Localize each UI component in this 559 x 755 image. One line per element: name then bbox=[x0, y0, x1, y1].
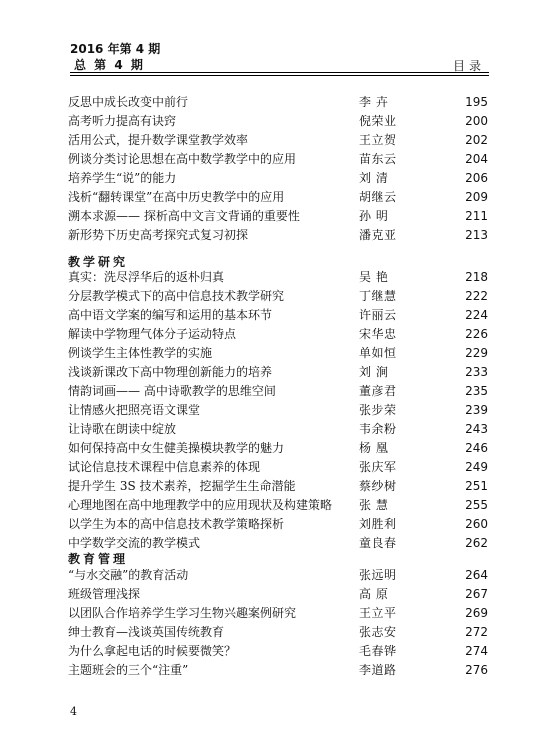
entry-page: 229 bbox=[465, 346, 488, 360]
entry-title: 如何保持高中女生健美操模块教学的魅力 bbox=[68, 441, 285, 455]
toc-entry bbox=[68, 604, 488, 623]
entry-page: 243 bbox=[465, 422, 488, 436]
toc-entry bbox=[68, 363, 488, 382]
entry-page: 264 bbox=[465, 568, 488, 582]
toc-entry bbox=[68, 287, 488, 306]
toc-entry bbox=[68, 439, 488, 458]
entry-page: 274 bbox=[465, 644, 488, 658]
header-rule-bold bbox=[70, 75, 489, 76]
toc-entry bbox=[68, 515, 488, 534]
toc-entry bbox=[68, 226, 488, 245]
entry-title: 活用公式，提升数学课堂教学效率 bbox=[68, 133, 249, 147]
entry-title: 培养学生“说”的能力 bbox=[68, 171, 177, 185]
entry-title: 以学生为本的高中信息技术教学策略探析 bbox=[68, 517, 285, 531]
entry-page: 224 bbox=[465, 308, 488, 322]
section-title-research: 教学研究 bbox=[68, 255, 129, 269]
entry-title: 心理地图在高中地理教学中的应用现状及构建策略 bbox=[68, 498, 333, 512]
entry-author: 韦余粉 bbox=[359, 422, 397, 436]
entry-author: 孙 明 bbox=[359, 209, 389, 223]
entry-page: 209 bbox=[465, 190, 488, 204]
entry-title: 绅士教育—浅谈英国传统教育 bbox=[68, 625, 225, 639]
header-rule bbox=[70, 72, 489, 73]
entry-page: 218 bbox=[465, 270, 488, 284]
entry-author: 张远明 bbox=[359, 568, 397, 582]
toc-group-2 bbox=[68, 268, 488, 553]
entry-author: 王立贺 bbox=[359, 133, 397, 147]
entry-page: 226 bbox=[465, 327, 488, 341]
entry-title: 情韵词画—— 高中诗歌教学的思维空间 bbox=[68, 384, 276, 398]
entry-author: 李道路 bbox=[359, 663, 397, 677]
entry-title: 例谈学生主体性教学的实施 bbox=[68, 346, 213, 360]
entry-title: 浅谈新课改下高中物理创新能力的培养 bbox=[68, 365, 273, 379]
entry-page: 222 bbox=[465, 289, 488, 303]
entry-author: 胡继云 bbox=[359, 190, 397, 204]
toc-entry bbox=[68, 93, 488, 112]
entry-author: 潘克亚 bbox=[359, 228, 397, 242]
entry-title: 班级管理浅探 bbox=[68, 587, 141, 601]
entry-title: 让情感火把照亮语文课堂 bbox=[68, 403, 201, 417]
toc-entry bbox=[68, 458, 488, 477]
entry-page: 267 bbox=[465, 587, 488, 601]
section-title-management: 教育管理 bbox=[68, 552, 129, 566]
toc-entry bbox=[68, 188, 488, 207]
entry-title: 主题班会的三个“注重” bbox=[68, 663, 189, 677]
toc-group-1 bbox=[68, 93, 488, 245]
entry-page: 249 bbox=[465, 460, 488, 474]
entry-page: 195 bbox=[465, 95, 488, 109]
entry-page: 200 bbox=[465, 114, 488, 128]
entry-title: 提升学生 3S 技术素养，挖掘学生生命潜能 bbox=[68, 479, 296, 493]
entry-author: 蔡纱树 bbox=[359, 479, 397, 493]
entry-author: 单如恒 bbox=[359, 346, 397, 360]
toc-entry bbox=[68, 169, 488, 188]
entry-author: 刘 涧 bbox=[359, 365, 389, 379]
toc-entry bbox=[68, 207, 488, 226]
entry-author: 许丽云 bbox=[359, 308, 397, 322]
entry-title: 溯本求源—— 探析高中文言文背诵的重要性 bbox=[68, 209, 300, 223]
entry-page: 260 bbox=[465, 517, 488, 531]
entry-page: 239 bbox=[465, 403, 488, 417]
toc-entry bbox=[68, 131, 488, 150]
entry-author: 吴 艳 bbox=[359, 270, 389, 284]
entry-author: 张庆军 bbox=[359, 460, 397, 474]
toc-entry bbox=[68, 623, 488, 642]
toc-entry bbox=[68, 268, 488, 287]
entry-author: 刘胜利 bbox=[359, 517, 397, 531]
entry-author: 王立平 bbox=[359, 606, 397, 620]
entry-page: 206 bbox=[465, 171, 488, 185]
entry-page: 269 bbox=[465, 606, 488, 620]
entry-author: 杨 凰 bbox=[359, 441, 389, 455]
toc-entry bbox=[68, 344, 488, 363]
toc-entry bbox=[68, 661, 488, 680]
entry-page: 211 bbox=[465, 209, 488, 223]
entry-title: 真实：洗尽浮华后的返朴归真 bbox=[68, 270, 225, 284]
entry-author: 宋华忠 bbox=[359, 327, 397, 341]
entry-author: 倪荣业 bbox=[359, 114, 397, 128]
toc-entry bbox=[68, 382, 488, 401]
entry-title: 高中语文学案的编写和运用的基本环节 bbox=[68, 308, 273, 322]
entry-author: 刘 清 bbox=[359, 171, 389, 185]
toc-group-3 bbox=[68, 566, 488, 680]
toc-entry bbox=[68, 585, 488, 604]
entry-author: 毛春铧 bbox=[359, 644, 397, 658]
entry-page: 276 bbox=[465, 663, 488, 677]
entry-author: 张步荣 bbox=[359, 403, 397, 417]
entry-author: 张志安 bbox=[359, 625, 397, 639]
entry-author: 张 慧 bbox=[359, 498, 389, 512]
issue-year: 2016 年第 4 期 bbox=[70, 42, 161, 56]
entry-page: 235 bbox=[465, 384, 488, 398]
toc-entry bbox=[68, 150, 488, 169]
entry-page: 251 bbox=[465, 479, 488, 493]
toc-entry bbox=[68, 496, 488, 515]
entry-page: 255 bbox=[465, 498, 488, 512]
entry-title: 高考听力提高有诀窍 bbox=[68, 114, 177, 128]
toc-entry bbox=[68, 420, 488, 439]
toc-entry bbox=[68, 477, 488, 496]
toc-entry bbox=[68, 401, 488, 420]
entry-author: 丁继慧 bbox=[359, 289, 397, 303]
entry-title: 反思中成长改变中前行 bbox=[68, 95, 189, 109]
total-issue: 总 第 4 期 bbox=[74, 58, 145, 72]
entry-page: 262 bbox=[465, 536, 488, 550]
toc-entry bbox=[68, 534, 488, 553]
entry-page: 204 bbox=[465, 152, 488, 166]
entry-title: “与水交融”的教育活动 bbox=[68, 568, 189, 582]
entry-title: 中学数学交流的教学模式 bbox=[68, 536, 201, 550]
entry-page: 272 bbox=[465, 625, 488, 639]
entry-author: 董彦君 bbox=[359, 384, 397, 398]
toc-entry bbox=[68, 325, 488, 344]
entry-author: 童良春 bbox=[359, 536, 397, 550]
entry-title: 新形势下历史高考探究式复习初探 bbox=[68, 228, 249, 242]
toc-entry bbox=[68, 642, 488, 661]
entry-page: 246 bbox=[465, 441, 488, 455]
entry-author: 苗东云 bbox=[359, 152, 397, 166]
entry-title: 浅析“翻转课堂”在高中历史教学中的应用 bbox=[68, 190, 285, 204]
entry-page: 233 bbox=[465, 365, 488, 379]
entry-title: 试论信息技术课程中信息素养的体现 bbox=[68, 460, 261, 474]
entry-title: 分层教学模式下的高中信息技术教学研究 bbox=[68, 289, 285, 303]
page-number: 4 bbox=[70, 705, 77, 718]
entry-title: 让诗歌在朗读中绽放 bbox=[68, 422, 177, 436]
section-label: 目录 bbox=[452, 59, 485, 73]
entry-title: 例谈分类讨论思想在高中数学教学中的应用 bbox=[68, 152, 297, 166]
entry-page: 202 bbox=[465, 133, 488, 147]
toc-entry bbox=[68, 112, 488, 131]
entry-author: 李 卉 bbox=[359, 95, 389, 109]
entry-title: 解读中学物理气体分子运动特点 bbox=[68, 327, 237, 341]
entry-author: 高 原 bbox=[359, 587, 389, 601]
entry-page: 213 bbox=[465, 228, 488, 242]
toc-entry bbox=[68, 306, 488, 325]
entry-title: 以团队合作培养学生学习生物兴趣案例研究 bbox=[68, 606, 297, 620]
toc-entry bbox=[68, 566, 488, 585]
entry-title: 为什么拿起电话的时候要微笑？ bbox=[68, 644, 237, 658]
